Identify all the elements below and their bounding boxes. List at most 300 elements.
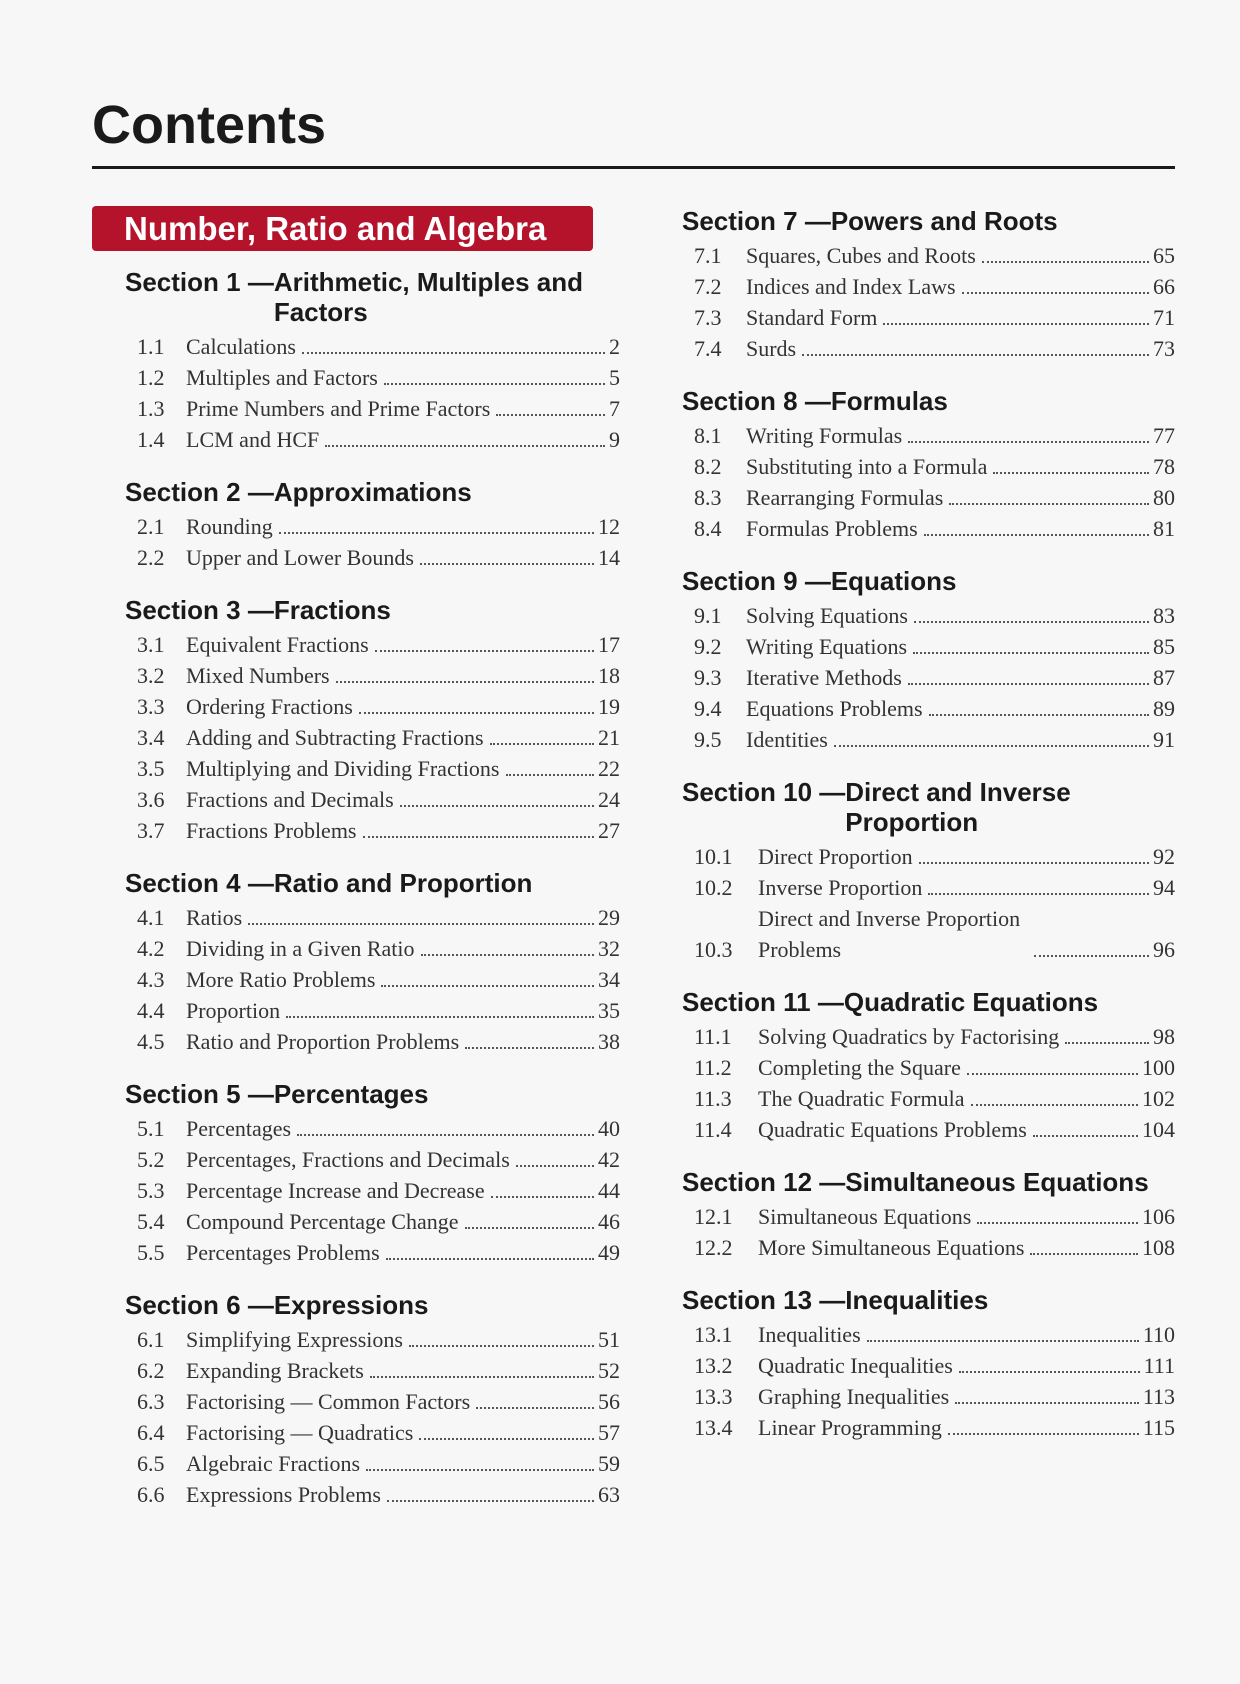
entry-number: 7.3 — [694, 305, 722, 330]
entry-title: Percentages — [186, 1116, 292, 1141]
entry-number: 4.5 — [137, 1029, 165, 1054]
entry-number: 13.1 — [694, 1322, 733, 1347]
section-heading — [92, 595, 620, 625]
toc-section — [92, 267, 620, 455]
entry-page-number: 111 — [1143, 1353, 1175, 1378]
entry-page-number: 27 — [598, 818, 620, 843]
entry-title: Graphing Inequalities — [758, 1384, 950, 1409]
entry-body — [186, 691, 620, 722]
toc-entry[interactable] — [92, 331, 620, 362]
entry-body — [746, 271, 1175, 302]
section-heading — [92, 1079, 620, 1109]
dot-leader — [400, 805, 594, 807]
entry-number: 10.2 — [694, 875, 733, 900]
toc-entry[interactable] — [682, 631, 1175, 662]
entry-title: Multiplying and Dividing Fractions — [186, 756, 500, 781]
toc-section — [682, 566, 1175, 755]
entry-page-number: 24 — [598, 787, 620, 812]
entry-title: Ordering Fractions — [186, 694, 353, 719]
entry-body — [186, 362, 620, 393]
entry-title: LCM and HCF — [186, 427, 320, 452]
dot-leader — [919, 862, 1149, 864]
section-number: Section 6 — — [125, 1290, 274, 1320]
toc-entry[interactable] — [682, 600, 1175, 631]
entry-page-number: 77 — [1153, 423, 1175, 448]
section-title: Direct and Inverse Proportion — [845, 777, 1071, 837]
entry-number: 8.2 — [694, 454, 722, 479]
entry-title: Inverse Proportion — [758, 875, 923, 900]
dot-leader — [419, 1438, 594, 1440]
entry-title: The Quadratic Formula — [758, 1086, 965, 1111]
entry-number: 4.2 — [137, 936, 165, 961]
section-number: Section 9 — — [682, 566, 831, 596]
entry-number: 10.1 — [694, 844, 733, 869]
entry-title: Quadratic Inequalities — [758, 1353, 953, 1378]
toc-entry[interactable] — [682, 302, 1175, 333]
entry-title: Substituting into a Formula — [746, 454, 988, 479]
dot-leader — [949, 503, 1149, 505]
section-title: Expressions — [273, 1290, 429, 1320]
entry-body — [186, 1175, 620, 1206]
toc-section — [92, 1079, 620, 1268]
entry-title: Equations Problems — [746, 696, 923, 721]
right-column — [682, 206, 1175, 1465]
section-heading — [682, 987, 1175, 1017]
dot-leader — [476, 1407, 594, 1409]
entry-title: Ratios — [186, 905, 243, 930]
toc-entry[interactable] — [682, 841, 1175, 872]
entry-page-number: 104 — [1142, 1117, 1175, 1142]
dot-leader — [834, 745, 1149, 747]
entry-title: Upper and Lower Bounds — [186, 545, 414, 570]
entry-body — [186, 1479, 620, 1510]
entry-body — [186, 424, 620, 455]
dot-leader — [977, 1222, 1138, 1224]
entry-body — [186, 660, 620, 691]
toc-entry[interactable] — [682, 271, 1175, 302]
toc-entry[interactable] — [92, 1324, 620, 1355]
entry-page-number: 18 — [598, 663, 620, 688]
section-heading — [682, 1167, 1175, 1197]
left-column — [92, 206, 620, 1532]
entry-title: Expanding Brackets — [186, 1358, 364, 1383]
section-title: Equations — [830, 566, 957, 596]
dot-leader — [948, 1433, 1139, 1435]
dot-leader — [913, 652, 1149, 654]
dot-leader — [366, 1469, 594, 1471]
toc-entry[interactable] — [92, 902, 620, 933]
entry-number: 1.1 — [137, 334, 165, 359]
entry-number: 6.3 — [137, 1389, 165, 1414]
toc-entry[interactable] — [682, 1319, 1175, 1350]
entry-body — [758, 1319, 1175, 1350]
entry-body — [186, 1113, 620, 1144]
entry-page-number: 44 — [598, 1178, 620, 1203]
dot-leader — [302, 352, 605, 354]
entry-number: 6.5 — [137, 1451, 165, 1476]
entry-title: Standard Form — [746, 305, 878, 330]
entry-page-number: 102 — [1142, 1086, 1175, 1111]
entry-page-number: 34 — [598, 967, 620, 992]
dot-leader — [924, 534, 1149, 536]
dot-leader — [1065, 1042, 1149, 1044]
entry-body — [758, 1232, 1175, 1263]
toc-entry[interactable] — [682, 482, 1175, 513]
entry-body — [186, 393, 620, 424]
section-title: Quadratic Equations — [843, 987, 1099, 1017]
entry-title: Indices and Index Laws — [746, 274, 956, 299]
entry-title: Formulas Problems — [746, 516, 918, 541]
entry-title: Fractions Problems — [186, 818, 357, 843]
toc-entry[interactable] — [682, 662, 1175, 693]
toc-entry[interactable] — [92, 1386, 620, 1417]
entry-body — [758, 1381, 1175, 1412]
toc-entry[interactable] — [92, 542, 620, 573]
toc-entry[interactable] — [92, 393, 620, 424]
entry-page-number: 59 — [598, 1451, 620, 1476]
entry-body — [746, 693, 1175, 724]
dot-leader — [967, 1073, 1138, 1075]
entry-body — [746, 240, 1175, 271]
entry-number: 5.2 — [137, 1147, 165, 1172]
toc-entry[interactable] — [92, 753, 620, 784]
entry-page-number: 94 — [1153, 875, 1175, 900]
dot-leader — [1034, 955, 1149, 957]
toc-entry[interactable] — [92, 933, 620, 964]
dot-leader — [279, 532, 594, 534]
dot-leader — [971, 1104, 1139, 1106]
toc-entry[interactable] — [682, 1232, 1175, 1263]
dot-leader — [883, 323, 1149, 325]
entry-number: 1.4 — [137, 427, 165, 452]
entry-number: 7.1 — [694, 243, 722, 268]
toc-entry[interactable] — [92, 1113, 620, 1144]
toc-entry[interactable] — [92, 691, 620, 722]
toc-entry[interactable] — [682, 240, 1175, 271]
toc-entry[interactable] — [682, 1350, 1175, 1381]
entry-body — [186, 511, 620, 542]
section-heading — [92, 267, 620, 327]
toc-entry[interactable] — [682, 1114, 1175, 1145]
entry-number: 3.3 — [137, 694, 165, 719]
entry-title: Simultaneous Equations — [758, 1204, 972, 1229]
section-number: Section 3 — — [125, 595, 274, 625]
entry-page-number: 65 — [1153, 243, 1175, 268]
toc-section — [682, 777, 1175, 965]
entry-title: Dividing in a Given Ratio — [186, 936, 415, 961]
entry-number: 6.1 — [137, 1327, 165, 1352]
toc-entry[interactable] — [92, 1479, 620, 1510]
entry-title: Mixed Numbers — [186, 663, 330, 688]
entry-number: 6.2 — [137, 1358, 165, 1383]
toc-entry[interactable] — [682, 693, 1175, 724]
dot-leader — [491, 1196, 594, 1198]
entry-body — [186, 1448, 620, 1479]
entry-title: Calculations — [186, 334, 296, 359]
toc-entry[interactable] — [682, 420, 1175, 451]
entry-body — [758, 1412, 1175, 1443]
toc-entry[interactable] — [682, 333, 1175, 364]
entry-body — [186, 1386, 620, 1417]
toc-section — [92, 477, 620, 573]
entry-page-number: 115 — [1142, 1415, 1175, 1440]
dot-leader — [297, 1134, 594, 1136]
dot-leader — [516, 1165, 594, 1167]
toc-entry[interactable] — [682, 451, 1175, 482]
entry-body — [186, 1355, 620, 1386]
entry-title: Iterative Methods — [746, 665, 902, 690]
toc-entry[interactable] — [92, 660, 620, 691]
toc-entry[interactable] — [92, 1175, 620, 1206]
entry-title: Writing Equations — [746, 634, 908, 659]
toc-entry[interactable] — [92, 1417, 620, 1448]
entry-page-number: 63 — [598, 1482, 620, 1507]
entry-number: 2.2 — [137, 545, 165, 570]
entry-body — [746, 302, 1175, 333]
dot-leader — [802, 354, 1149, 356]
entry-body — [186, 629, 620, 660]
entry-title: Identities — [746, 727, 828, 752]
entry-number: 13.4 — [694, 1415, 733, 1440]
entry-number: 11.3 — [694, 1086, 732, 1111]
entry-number: 7.4 — [694, 336, 722, 361]
entry-title: Percentage Increase and Decrease — [186, 1178, 485, 1203]
entry-page-number: 81 — [1153, 516, 1175, 541]
section-heading — [682, 777, 1175, 837]
entry-number: 6.4 — [137, 1420, 165, 1445]
entry-number: 1.3 — [137, 396, 165, 421]
entry-body — [758, 903, 1175, 965]
entry-page-number: 49 — [598, 1240, 620, 1265]
entry-body — [746, 631, 1175, 662]
entry-body — [758, 1201, 1175, 1232]
toc-entry[interactable] — [92, 1206, 620, 1237]
entry-page-number: 92 — [1153, 844, 1175, 869]
entry-number: 11.2 — [694, 1055, 732, 1080]
entry-title: More Simultaneous Equations — [758, 1235, 1025, 1260]
toc-entry[interactable] — [92, 362, 620, 393]
toc-entry[interactable] — [92, 722, 620, 753]
entry-number: 8.3 — [694, 485, 722, 510]
dot-leader — [363, 836, 595, 838]
title-rule — [92, 166, 1175, 169]
entry-page-number: 80 — [1153, 485, 1175, 510]
entry-number: 3.5 — [137, 756, 165, 781]
entry-page-number: 51 — [598, 1327, 620, 1352]
page-title: Contents — [92, 95, 326, 155]
section-number: Section 12 — — [682, 1167, 846, 1197]
entry-page-number: 42 — [598, 1147, 620, 1172]
entry-body — [186, 964, 620, 995]
section-heading — [92, 868, 620, 898]
entry-title: Prime Numbers and Prime Factors — [186, 396, 491, 421]
dot-leader — [386, 1258, 594, 1260]
entry-page-number: 87 — [1153, 665, 1175, 690]
entry-title: Squares, Cubes and Roots — [746, 243, 976, 268]
entry-body — [186, 1417, 620, 1448]
toc-entry[interactable] — [92, 1448, 620, 1479]
entry-number: 4.4 — [137, 998, 165, 1023]
toc-entry[interactable] — [682, 903, 1175, 965]
entry-title: Multiples and Factors — [186, 365, 378, 390]
section-title: Ratio and Proportion — [273, 868, 533, 898]
section-number: Section 5 — — [125, 1079, 274, 1109]
entry-number: 1.2 — [137, 365, 165, 390]
toc-entry[interactable] — [682, 1052, 1175, 1083]
section-title: Powers and Roots — [830, 206, 1058, 236]
entry-body — [186, 722, 620, 753]
entry-page-number: 14 — [598, 545, 620, 570]
toc-entry[interactable] — [682, 1201, 1175, 1232]
toc-entry[interactable] — [682, 872, 1175, 903]
toc-entry[interactable] — [92, 511, 620, 542]
section-title: Percentages — [273, 1079, 429, 1109]
dot-leader — [496, 414, 605, 416]
toc-section — [682, 386, 1175, 544]
entry-page-number: 91 — [1153, 727, 1175, 752]
entry-title: Factorising — Common Factors — [186, 1389, 471, 1414]
section-title: Simultaneous Equations — [845, 1167, 1149, 1197]
entry-page-number: 66 — [1153, 274, 1175, 299]
entry-page-number: 22 — [598, 756, 620, 781]
entry-title: Percentages Problems — [186, 1240, 380, 1265]
toc-entry[interactable] — [682, 513, 1175, 544]
toc-entry[interactable] — [92, 629, 620, 660]
entry-page-number: 2 — [609, 334, 620, 359]
toc-section — [92, 868, 620, 1057]
entry-page-number: 29 — [598, 905, 620, 930]
dot-leader — [867, 1340, 1139, 1342]
toc-section — [682, 1167, 1175, 1263]
toc-entry[interactable] — [92, 964, 620, 995]
entry-number: 2.1 — [137, 514, 165, 539]
entry-number: 3.7 — [137, 818, 165, 843]
section-title: Inequalities — [845, 1285, 989, 1315]
dot-leader — [420, 563, 594, 565]
entry-body — [746, 724, 1175, 755]
dot-leader — [1030, 1253, 1138, 1255]
entry-page-number: 73 — [1153, 336, 1175, 361]
entry-number: 5.5 — [137, 1240, 165, 1265]
entry-page-number: 85 — [1153, 634, 1175, 659]
entry-number: 13.3 — [694, 1384, 733, 1409]
section-heading — [682, 386, 1175, 416]
entry-title: Quadratic Equations Problems — [758, 1117, 1027, 1142]
toc-entry[interactable] — [92, 1237, 620, 1268]
toc-entry[interactable] — [92, 424, 620, 455]
toc-section — [682, 987, 1175, 1145]
entry-page-number: 56 — [598, 1389, 620, 1414]
entry-number: 6.6 — [137, 1482, 165, 1507]
entry-title: Ratio and Proportion Problems — [186, 1029, 460, 1054]
section-number: Section 11 — — [682, 987, 844, 1017]
entry-title: Adding and Subtracting Fractions — [186, 725, 484, 750]
entry-title: Compound Percentage Change — [186, 1209, 459, 1234]
dot-leader — [325, 445, 605, 447]
section-heading — [92, 1290, 620, 1320]
entry-page-number: 98 — [1153, 1024, 1175, 1049]
entry-number: 9.3 — [694, 665, 722, 690]
section-title: Formulas — [830, 386, 948, 416]
section-number: Section 8 — — [682, 386, 831, 416]
section-number: Section 2 — — [125, 477, 274, 507]
dot-leader — [908, 683, 1149, 685]
entry-title: Fractions and Decimals — [186, 787, 394, 812]
entry-body — [186, 995, 620, 1026]
entry-title: Expressions Problems — [186, 1482, 381, 1507]
entry-title: Solving Equations — [746, 603, 908, 628]
toc-entry[interactable] — [682, 1083, 1175, 1114]
toc-entry[interactable] — [92, 1144, 620, 1175]
entry-body — [186, 815, 620, 846]
entry-number: 11.4 — [694, 1117, 732, 1142]
dot-leader — [982, 261, 1149, 263]
entry-body — [758, 872, 1175, 903]
toc-entry[interactable] — [682, 1021, 1175, 1052]
dot-leader — [928, 893, 1149, 895]
toc-entry[interactable] — [92, 995, 620, 1026]
entry-body — [186, 784, 620, 815]
entry-title: Direct Proportion — [758, 844, 913, 869]
entry-number: 3.2 — [137, 663, 165, 688]
part-banner: Number, Ratio and Algebra — [92, 206, 593, 251]
toc-entry[interactable] — [92, 784, 620, 815]
entry-body — [186, 1026, 620, 1057]
toc-entry[interactable] — [682, 724, 1175, 755]
entry-page-number: 19 — [598, 694, 620, 719]
entry-body — [186, 1144, 620, 1175]
dot-leader — [929, 714, 1149, 716]
entry-page-number: 110 — [1142, 1322, 1175, 1347]
entry-number: 5.3 — [137, 1178, 165, 1203]
entry-number: 13.2 — [694, 1353, 733, 1378]
entry-page-number: 32 — [598, 936, 620, 961]
entry-page-number: 46 — [598, 1209, 620, 1234]
entry-number: 5.1 — [137, 1116, 165, 1141]
toc-entry[interactable] — [682, 1412, 1175, 1443]
entry-page-number: 5 — [609, 365, 620, 390]
entry-page-number: 21 — [598, 725, 620, 750]
entry-body — [186, 753, 620, 784]
entry-number: 5.4 — [137, 1209, 165, 1234]
entry-title: Proportion — [186, 998, 281, 1023]
toc-entry[interactable] — [682, 1381, 1175, 1412]
entry-body — [746, 513, 1175, 544]
entry-title: More Ratio Problems — [186, 967, 376, 992]
entry-body — [746, 662, 1175, 693]
dot-leader — [286, 1016, 594, 1018]
toc-entry[interactable] — [92, 815, 620, 846]
entry-page-number: 113 — [1142, 1384, 1175, 1409]
entry-title: Rearranging Formulas — [746, 485, 944, 510]
toc-entry[interactable] — [92, 1026, 620, 1057]
entry-number: 3.1 — [137, 632, 165, 657]
entry-number: 12.2 — [694, 1235, 733, 1260]
toc-entry[interactable] — [92, 1355, 620, 1386]
entry-title: Rounding — [186, 514, 273, 539]
entry-page-number: 89 — [1153, 696, 1175, 721]
dot-leader — [370, 1376, 594, 1378]
toc-section — [682, 1285, 1175, 1443]
dot-leader — [908, 441, 1149, 443]
dot-leader — [409, 1345, 594, 1347]
entry-number: 9.1 — [694, 603, 722, 628]
section-number: Section 1 — — [125, 267, 274, 297]
entry-body — [186, 542, 620, 573]
dot-leader — [381, 985, 594, 987]
entry-number: 8.4 — [694, 516, 722, 541]
entry-body — [758, 1083, 1175, 1114]
